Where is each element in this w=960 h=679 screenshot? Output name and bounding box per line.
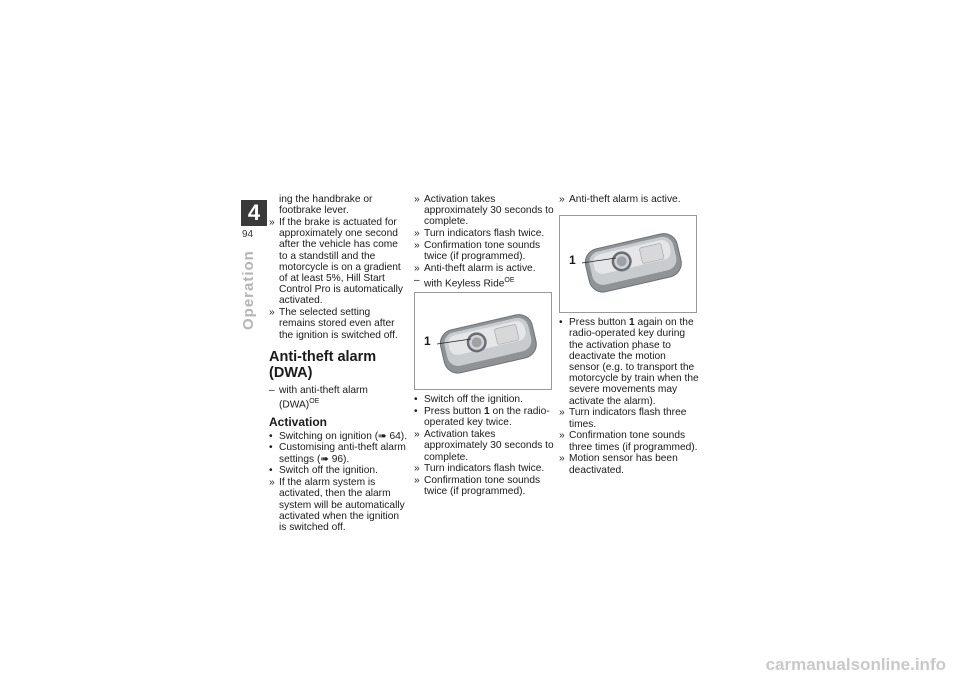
page-number: 94 xyxy=(242,229,254,240)
list-item: • Switch off the ignition. xyxy=(414,394,523,406)
list-item: » Turn indicators flash three times. xyxy=(559,407,687,430)
continued-text: ing the handbrake or footbrake lever. xyxy=(279,194,373,217)
sub-heading: Activation xyxy=(269,414,328,429)
list-item: » Confirmation tone sounds twice (if programmed). xyxy=(414,475,541,498)
list-item: • Press button 1 again on the radio-operated key during the activation phase to deactivate the motion sensor (e.g. to transport the motorcycle by train when the severe movements may activate the alarm). xyxy=(559,317,699,407)
list-item: » If the brake is actuated for approximately one second after the vehicle has come to a standstill and the motorcycle is on a gradient of at least 5%, Hill Start Control Pro is automatically activated. xyxy=(269,217,403,307)
list-bottom xyxy=(559,317,699,476)
list-item: » Turn indicators flash twice. xyxy=(414,228,545,240)
list-item: » Confirmation tone sounds three times (if programmed). xyxy=(559,430,698,453)
radio-key-illustration xyxy=(560,216,696,312)
section-heading: Anti-theft alarm (DWA) xyxy=(269,348,377,381)
figure-callout: 1 xyxy=(569,253,576,268)
radio-key-figure xyxy=(559,215,697,313)
list-item: • Press button 1 on the radio-operated key twice. xyxy=(414,406,550,429)
column-1 xyxy=(269,194,409,534)
figure-callout: 1 xyxy=(424,334,431,349)
list-bottom xyxy=(414,394,554,497)
list-item: » The selected setting remains stored even after the ignition is switched off. xyxy=(269,307,398,341)
radio-key-figure xyxy=(414,292,552,390)
section-side-label: Operation xyxy=(240,250,257,330)
column-3 xyxy=(559,194,699,476)
list-item: » Anti-theft alarm is active. xyxy=(559,194,681,205)
radio-key-illustration xyxy=(415,293,551,389)
chapter-number: 4 xyxy=(241,200,267,226)
condition-line: – with Keyless Ride$^{OE}$ xyxy=(414,274,515,290)
list-top xyxy=(414,194,554,274)
list-top xyxy=(269,217,409,341)
list-item: • Switch off the ignition. xyxy=(269,465,378,477)
list-item: » Anti-theft alarm is active. xyxy=(414,263,536,274)
list-item: • Customising anti-theft alarm settings (➠ 96). xyxy=(269,442,406,465)
column-2 xyxy=(414,194,554,498)
list-item: » Turn indicators flash twice. xyxy=(414,463,545,475)
list-item: » If the alarm system is activated, then the alarm system will be automatically activated when the ignition is switched off. xyxy=(269,477,405,534)
list-item: » Motion sensor has been deactivated. xyxy=(559,453,678,476)
list-item: » Activation takes approximately 30 seconds to complete. xyxy=(414,429,554,463)
list-item: » Activation takes approximately 30 seconds to complete. xyxy=(414,194,554,228)
list-bottom xyxy=(269,431,409,534)
site-watermark: carmanualsonline.info xyxy=(765,655,946,674)
list-top xyxy=(559,194,699,205)
condition-line: – with anti-theft alarm (DWA)$^{OE}$ xyxy=(269,384,368,411)
list-item: • Switching on ignition (➠ 64). xyxy=(269,430,408,442)
list-item: » Confirmation tone sounds twice (if programmed). xyxy=(414,240,541,263)
